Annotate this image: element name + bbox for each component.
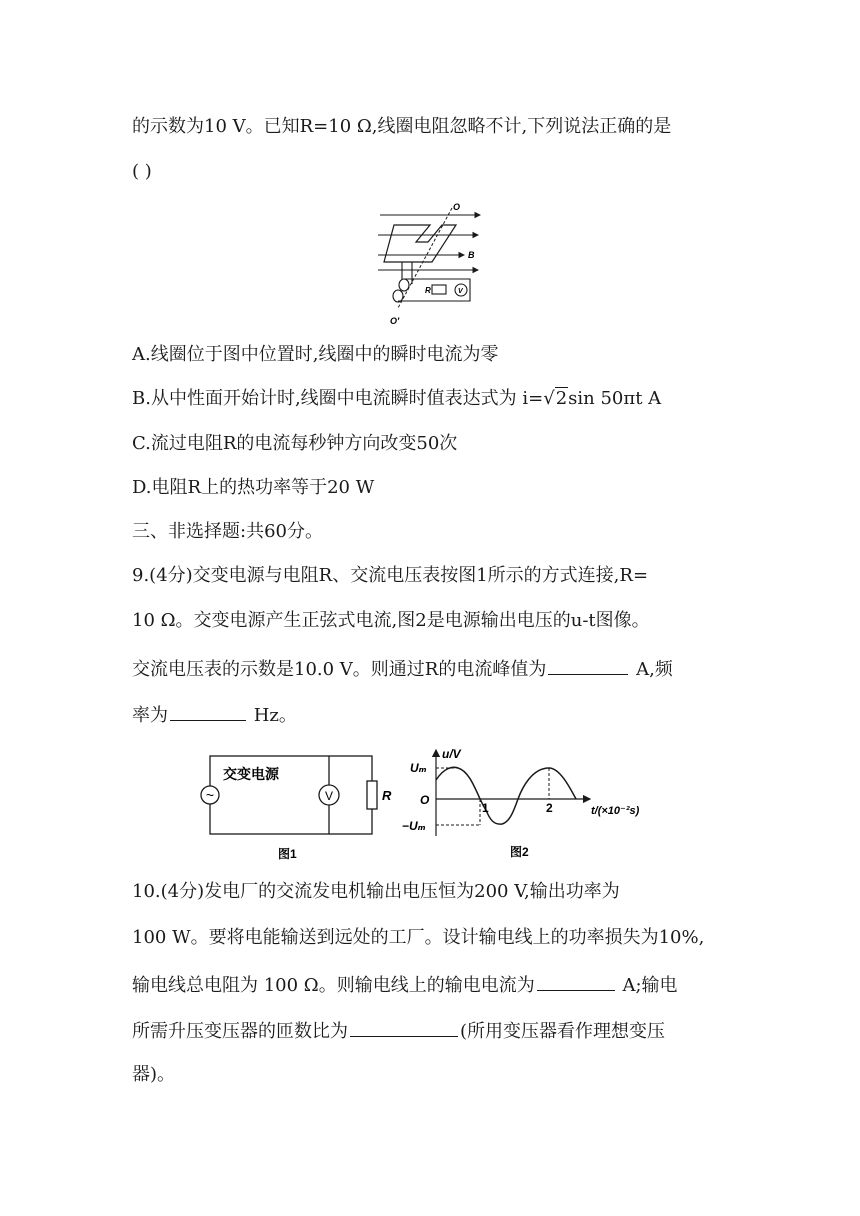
voltmeter-v-label: V (458, 288, 463, 295)
q9-figure1-circuit (196, 746, 396, 864)
q9-line3 (132, 656, 673, 682)
q9-line3-unit: A,频 (630, 659, 673, 680)
voltage-sine-curve (436, 767, 576, 824)
resistor-icon (367, 781, 377, 809)
figure1-caption: 图1 (278, 847, 297, 861)
sqrt-radicand: 2 (555, 388, 568, 409)
resistor-r-label: R (425, 286, 431, 295)
q8-coil-figure (372, 198, 488, 326)
voltmeter-label: V (324, 789, 334, 803)
ac-source-symbol: ~ (205, 787, 215, 803)
answer-blank-line-current[interactable] (537, 972, 615, 991)
q9-line4-text: 率为 (132, 705, 168, 726)
q9-line4 (132, 702, 297, 728)
axis-o-prime-label: O′ (390, 316, 400, 326)
sqrt-symbol: √2 (543, 388, 568, 409)
q8-option-c: C.流过电阻R的电流每秒钟方向改变50次 (132, 433, 458, 454)
source-label: 交变电源 (223, 766, 279, 782)
answer-blank-frequency[interactable] (170, 702, 246, 721)
q10-line3 (132, 972, 678, 998)
origin-label: O (420, 793, 430, 807)
x-tick-2: 2 (546, 801, 553, 815)
q9-line3-text: 交流电压表的示数是10.0 V。则通过R的电流峰值为 (132, 659, 547, 680)
section3-heading: 三、非选择题:共60分。 (132, 521, 323, 542)
q10-line4 (132, 1018, 665, 1044)
option-b-suffix: sin 50πt A (568, 388, 662, 409)
answer-blank-turns-ratio[interactable] (350, 1018, 458, 1037)
field-b-label: B (468, 250, 475, 260)
q10-line3-unit: A;输电 (616, 975, 678, 996)
axis-o-label: O (453, 202, 461, 212)
figure2-caption: 图2 (510, 845, 529, 859)
q8-option-a: A.线圈位于图中位置时,线圈中的瞬时电流为零 (132, 344, 499, 365)
um-label: Uₘ (410, 761, 427, 775)
q8-option-d: D.电阻R上的热功率等于20 W (132, 477, 375, 498)
neg-um-label: −Uₘ (402, 819, 426, 833)
answer-blank-peak-current[interactable] (548, 656, 628, 675)
q8-answer-bracket: ( ) (132, 161, 152, 182)
q8-stem-line1: 的示数为10 V。已知R=10 Ω,线圈电阻忽略不计,下列说法正确的是 (132, 116, 672, 137)
option-b-prefix: B.从中性面开始计时,线圈中电流瞬时值表达式为 i= (132, 388, 544, 409)
q10-line4-text: 所需升压变压器的匝数比为 (132, 1021, 348, 1042)
q10-line3-text: 输电线总电阻为 100 Ω。则输电线上的输电电流为 (132, 975, 535, 996)
q8-option-b (132, 387, 661, 411)
q10-line5: 器)。 (132, 1064, 176, 1085)
q10-line1: 10.(4分)发电厂的交流发电机输出电压恒为200 V,输出功率为 (132, 881, 620, 902)
q10-line2: 100 W。要将电能输送到远处的工厂。设计输电线上的功率损失为10%, (132, 927, 705, 948)
x-axis-label: t/(×10⁻²s) (591, 805, 640, 817)
q9-line1: 9.(4分)交变电源与电阻R、交流电压表按图1所示的方式连接,R= (132, 565, 649, 586)
y-axis-label: u/V (442, 747, 461, 761)
q9-line4-unit: Hz。 (248, 705, 297, 726)
x-tick-1: 1 (482, 801, 489, 815)
q9-figure2-graph (400, 744, 690, 866)
resistor-label: R (382, 788, 392, 803)
q10-line4-text-end: (所用变压器看作理想变压 (460, 1021, 666, 1042)
q9-line2: 10 Ω。交变电源产生正弦式电流,图2是电源输出电压的u-t图像。 (132, 610, 650, 631)
